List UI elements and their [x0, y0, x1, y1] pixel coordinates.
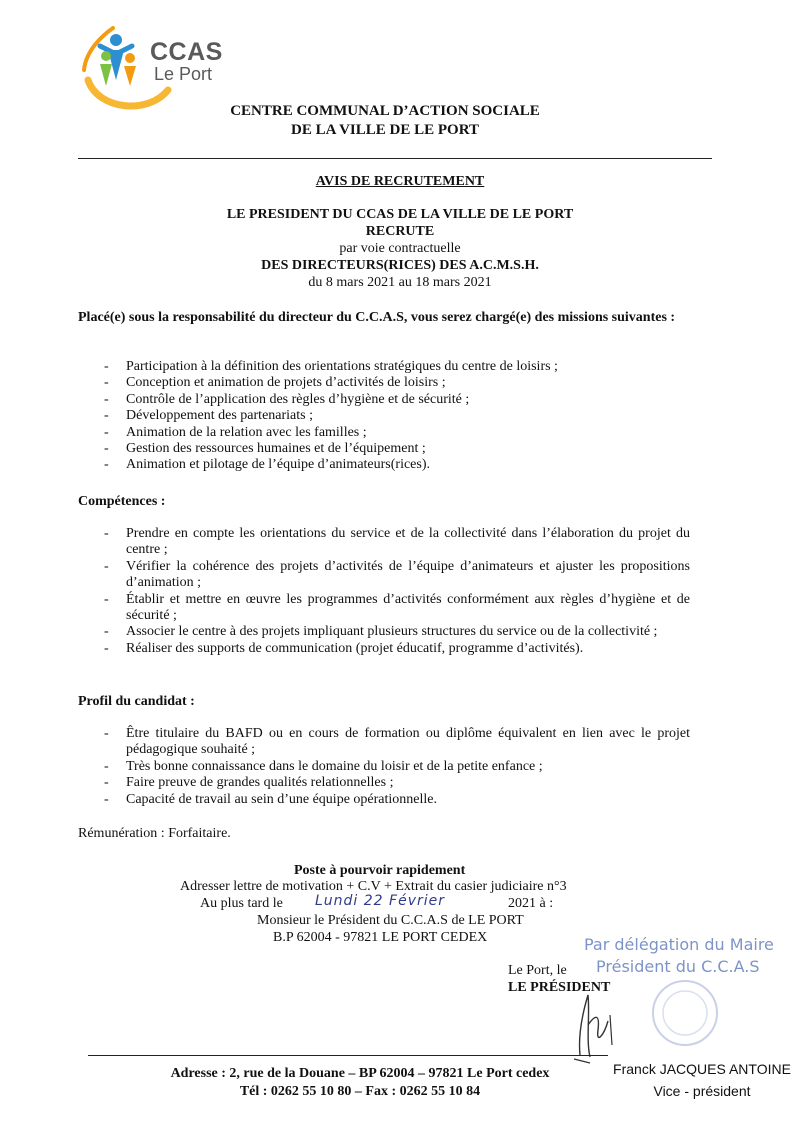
list-item: - Faire preuve de grandes qualités relationnelles ;	[78, 775, 690, 791]
announcement-dates: du 8 mars 2021 au 18 mars 2021	[308, 275, 492, 290]
profil-heading: Profil du candidat :	[78, 694, 195, 709]
logo-subtitle: Le Port	[154, 64, 213, 84]
signer-title: Vice - président	[653, 1083, 751, 1099]
application-address: B.P 62004 - 97821 LE PORT CEDEX	[273, 930, 488, 945]
signature-place: Le Port, le	[508, 963, 567, 978]
list-item: - Contrôle de l’application des règles d’hygiène et de sécurité ;	[78, 392, 690, 408]
list-item: - Participation à la définition des orientations stratégiques du centre de loisirs ;	[78, 359, 690, 375]
missions-list	[78, 359, 690, 474]
list-item: - Prendre en compte les orientations du service et de la collectivité dans l’élaboration du projet du centre ;	[78, 526, 690, 559]
list-item: - Vérifier la cohérence des projets d’activités de l’équipe d’animateurs et ajuster les propositions d’animation ;	[78, 559, 690, 592]
list-item: - Développement des partenariats ;	[78, 408, 690, 424]
footer-phone: Tél : 0262 55 10 80 – Fax : 0262 55 10 84	[239, 1084, 481, 1099]
application-line1: Adresser lettre de motivation + C.V + Extrait du casier judiciaire n°3	[180, 879, 567, 894]
intro-paragraph: Placé(e) sous la responsabilité du directeur du C.C.A.S, vous serez chargé(e) des missions suivantes :	[78, 310, 676, 325]
announcement-line1: LE PRESIDENT DU CCAS DE LA VILLE DE LE PORT	[226, 207, 574, 222]
list-item: - Établir et mettre en œuvre les programmes d’activités conformément aux règles d’hygiène et de sécurité ;	[78, 592, 690, 625]
signer-name: Franck JACQUES ANTOINE	[613, 1061, 791, 1077]
logo-title: CCAS	[150, 38, 223, 66]
announcement-line3: par voie contractuelle	[339, 241, 461, 256]
list-item: - Animation et pilotage de l’équipe d’animateurs(rices).	[78, 457, 690, 473]
deadline-suffix: 2021 à :	[508, 896, 554, 911]
official-seal-icon	[640, 978, 730, 1048]
footer-address: Adresse : 2, rue de la Douane – BP 62004 – 97821 Le Port cedex	[170, 1066, 550, 1081]
list-item: - Réaliser des supports de communication (projet éducatif, programme d’activités).	[78, 641, 690, 657]
org-name-line2: DE LA VILLE DE LE PORT	[291, 122, 479, 138]
list-item: - Animation de la relation avec les familles ;	[78, 425, 690, 441]
announcement-line4: DES DIRECTEURS(RICES) DES A.C.M.S.H.	[261, 258, 539, 273]
competences-heading: Compétences :	[78, 494, 166, 509]
application-recipient: Monsieur le Président du C.C.A.S de LE PORT	[257, 913, 524, 928]
list-item: - Capacité de travail au sein d’une équipe opérationnelle.	[78, 792, 690, 808]
list-item: - Gestion des ressources humaines et de l’équipement ;	[78, 441, 690, 457]
footer-divider	[88, 1055, 608, 1056]
org-name-line1: CENTRE COMMUNAL D’ACTION SOCIALE	[230, 103, 540, 119]
signature-role: LE PRÉSIDENT	[508, 980, 611, 995]
stamp-line1: Par délégation du Maire	[584, 935, 774, 954]
remuneration: Rémunération : Forfaitaire.	[78, 826, 231, 841]
profil-list	[78, 726, 690, 808]
list-item: - Conception et animation de projets d’activités de loisirs ;	[78, 375, 690, 391]
application-title: Poste à pourvoir rapidement	[294, 863, 466, 878]
signature-icon	[560, 985, 640, 1065]
competences-list	[78, 526, 690, 657]
announcement-title: AVIS DE RECRUTEMENT	[315, 174, 485, 189]
announcement-line2: RECRUTE	[365, 224, 435, 239]
header-divider	[78, 158, 712, 159]
deadline-prefix: Au plus tard le	[200, 896, 283, 911]
list-item: - Associer le centre à des projets impliquant plusieurs structures du service ou de la collectivité ;	[78, 624, 690, 640]
deadline-handwritten: Lundi 22 Février	[315, 893, 446, 909]
stamp-line2: Président du C.C.A.S	[596, 957, 760, 976]
list-item: - Être titulaire du BAFD ou en cours de formation ou diplôme équivalent en lien avec le projet pédagogique souhaité ;	[78, 726, 690, 759]
list-item: - Très bonne connaissance dans le domaine du loisir et de la petite enfance ;	[78, 759, 690, 775]
